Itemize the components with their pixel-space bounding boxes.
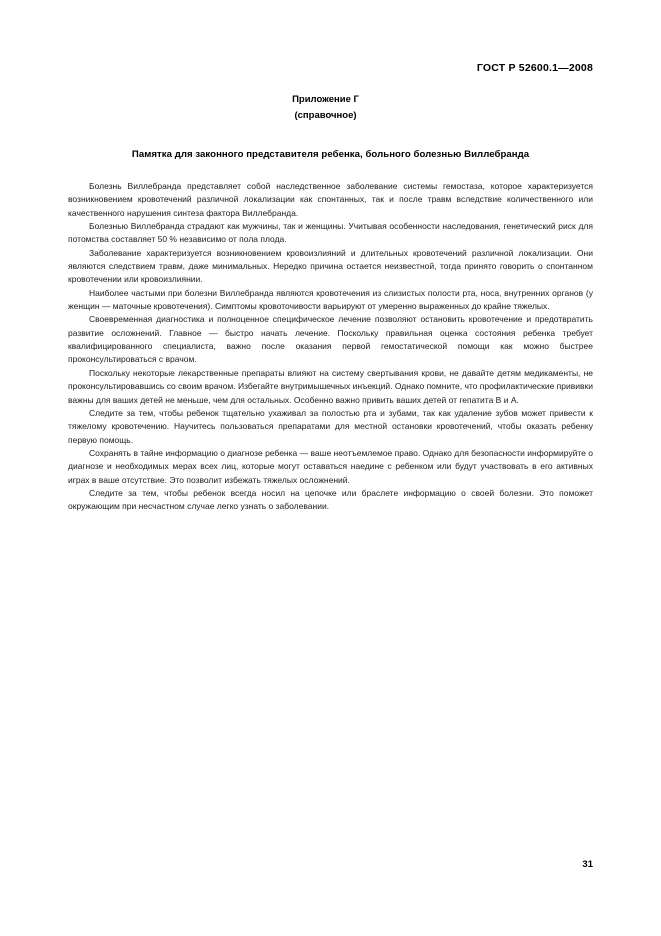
paragraph: Заболевание характеризуется возникновением кровоизлияний и длительных кровотечений различной локализации. Они являются следствием травм, даже минимальных. Нередко причина остается неизвестной, тогда принято говорить о спонтанном кровотечении или кровоизлиянии. [68, 247, 593, 285]
paragraph: Болезнью Виллебранда страдают как мужчины, так и женщины. Учитывая особенности наследования, генетический риск для потомства составляет 50 % независимо от пола плода. [68, 221, 593, 245]
paragraph: Сохранять в тайне информацию о диагнозе ребенка — ваше неотъемлемое право. Однако для безопасности информируйте о диагнозе и необходимых мерах всех лиц, которые могут оставаться наедине с ребенком или будут участвовать в его активных играх в ваше отсутствие. Это позволит избежать тяжелых осложнений. [68, 447, 593, 485]
paragraph: Поскольку некоторые лекарственные препараты влияют на систему свертывания крови, не давайте детям медикаменты, не проконсультировавшись со своим врачом. Избегайте внутримышечных инъекций. Однако помните, что профилактические прививки важны для ваших детей не меньше, чем для остальных. Особенно важно привить ваших детей от гепатита В и А. [68, 367, 593, 405]
paragraph: Болезнь Виллебранда представляет собой наследственное заболевание системы гемостаза, которое характеризуется возникновением кровотечений различной локализации как спонтанных, так и после травм вследствие количественного или качественного нарушения синтеза фактора Виллебранда. [68, 181, 593, 218]
annex-heading [0, 92, 661, 124]
page-number: 31 [582, 859, 593, 870]
standard-number-header: ГОСТ Р 52600.1—2008 [476, 62, 593, 74]
paragraph: Следите за тем, чтобы ребенок всегда носил на цепочке или браслете информацию о своей болезни. Это поможет окружающим при несчастном случае легко узнать о заболевании. [68, 487, 593, 512]
paragraph: Своевременная диагностика и полноценное специфическое лечение позволяют остановить кровотечение и предотвратить развитие осложнений. Главное — быстро начать лечение. Поскольку правильная оценка состояния ребенка требует квалифицированного специалиста, важно после оказания первой гемостатической помощи как можно быстрее проконсультироваться с врачом. [68, 314, 593, 365]
annex-kind: (справочное) [294, 110, 357, 121]
paragraph: Следите за тем, чтобы ребенок тщательно ухаживал за полостью рта и зубами, так как удаление зубов может привести к тяжелому кровотечению. Научитесь пользоваться препаратами для местной остановки кровотечений, чтобы оказать ребенку первую помощь. [68, 407, 593, 445]
paragraph: Наиболее частыми при болезни Виллебранда являются кровотечения из слизистых полости рта, носа, внутренних органов (у женщин — маточные кровотечения). Симптомы кровоточивости варьируют от умеренно выраженных до крайне тяжелых. [68, 287, 593, 312]
page-title: Памятка для законного представителя ребенка, больного болезнью Виллебранда [131, 149, 530, 160]
body-text [68, 180, 593, 514]
annex-label: Приложение Г [292, 94, 359, 105]
